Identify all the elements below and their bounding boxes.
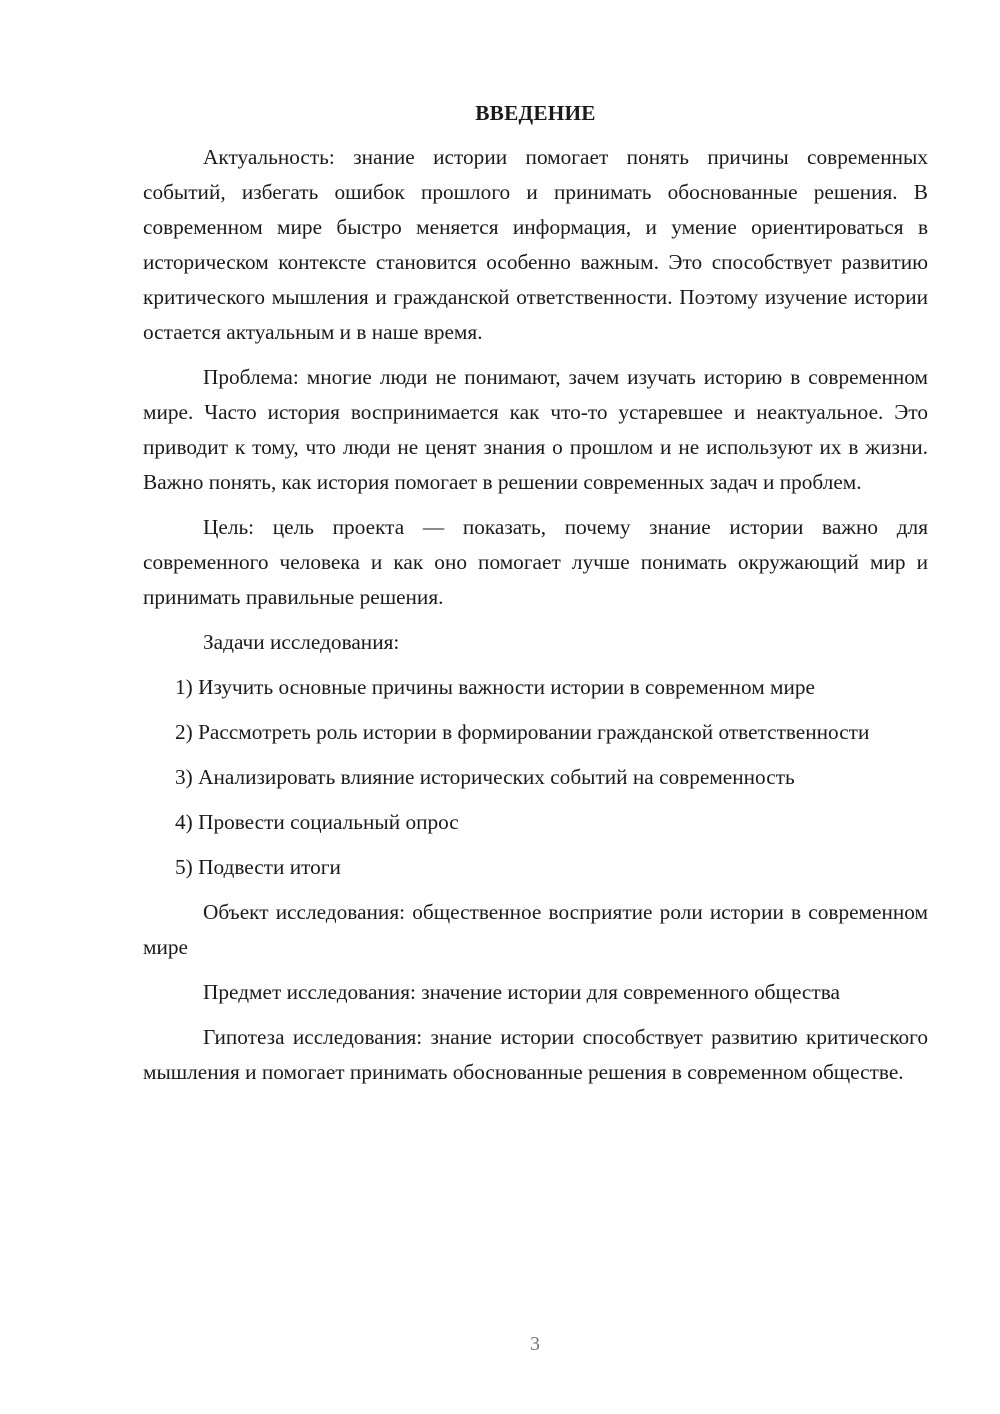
- tasks-label: Задачи исследования:: [203, 630, 400, 654]
- section-heading: ВВЕДЕНИЕ: [475, 101, 596, 125]
- problem-paragraph: Проблема: многие люди не понимают, зачем изучать историю в современном мире. Часто история воспринимается как что-то устаревшее и неактуальное. Это приводит к тому, что люди не ценят знания о прошлом и не используют их в жизни. Важно понять, как история помогает в решении современных задач и проблем.: [143, 365, 928, 494]
- object-paragraph: Объект исследования: общественное восприятие роли истории в современном мире: [143, 900, 928, 959]
- document-page: [143, 96, 928, 1100]
- relevance-paragraph: Актуальность: знание истории помогает понять причины современных событий, избегать ошибок прошлого и принимать обоснованные решения. В современном мире быстро меняется информация, и умение ориентироваться в историческом контексте становится особенно важным. Это способствует развитию критического мышления и гражданской ответственности. Поэтому изучение истории остается актуальным и в наше время.: [143, 145, 928, 344]
- tasks-list: [143, 670, 928, 885]
- task-item: 3) Анализировать влияние исторических событий на современность: [175, 765, 795, 789]
- hypothesis-paragraph: Гипотеза исследования: знание истории способствует развитию критического мышления и помогает принимать обоснованные решения в современном обществе.: [143, 1025, 928, 1084]
- goal-paragraph: Цель: цель проекта — показать, почему знание истории важно для современного человека и как оно помогает лучше понимать окружающий мир и принимать правильные решения.: [143, 515, 928, 609]
- page-number: 3: [530, 1333, 540, 1355]
- task-item: 1) Изучить основные причины важности истории в современном мире: [175, 675, 815, 699]
- task-item: 2) Рассмотреть роль истории в формировании гражданской ответственности: [175, 720, 870, 744]
- task-item: 5) Подвести итоги: [175, 855, 341, 879]
- subject-paragraph: Предмет исследования: значение истории для современного общества: [203, 980, 840, 1004]
- task-item: 4) Провести социальный опрос: [175, 810, 459, 834]
